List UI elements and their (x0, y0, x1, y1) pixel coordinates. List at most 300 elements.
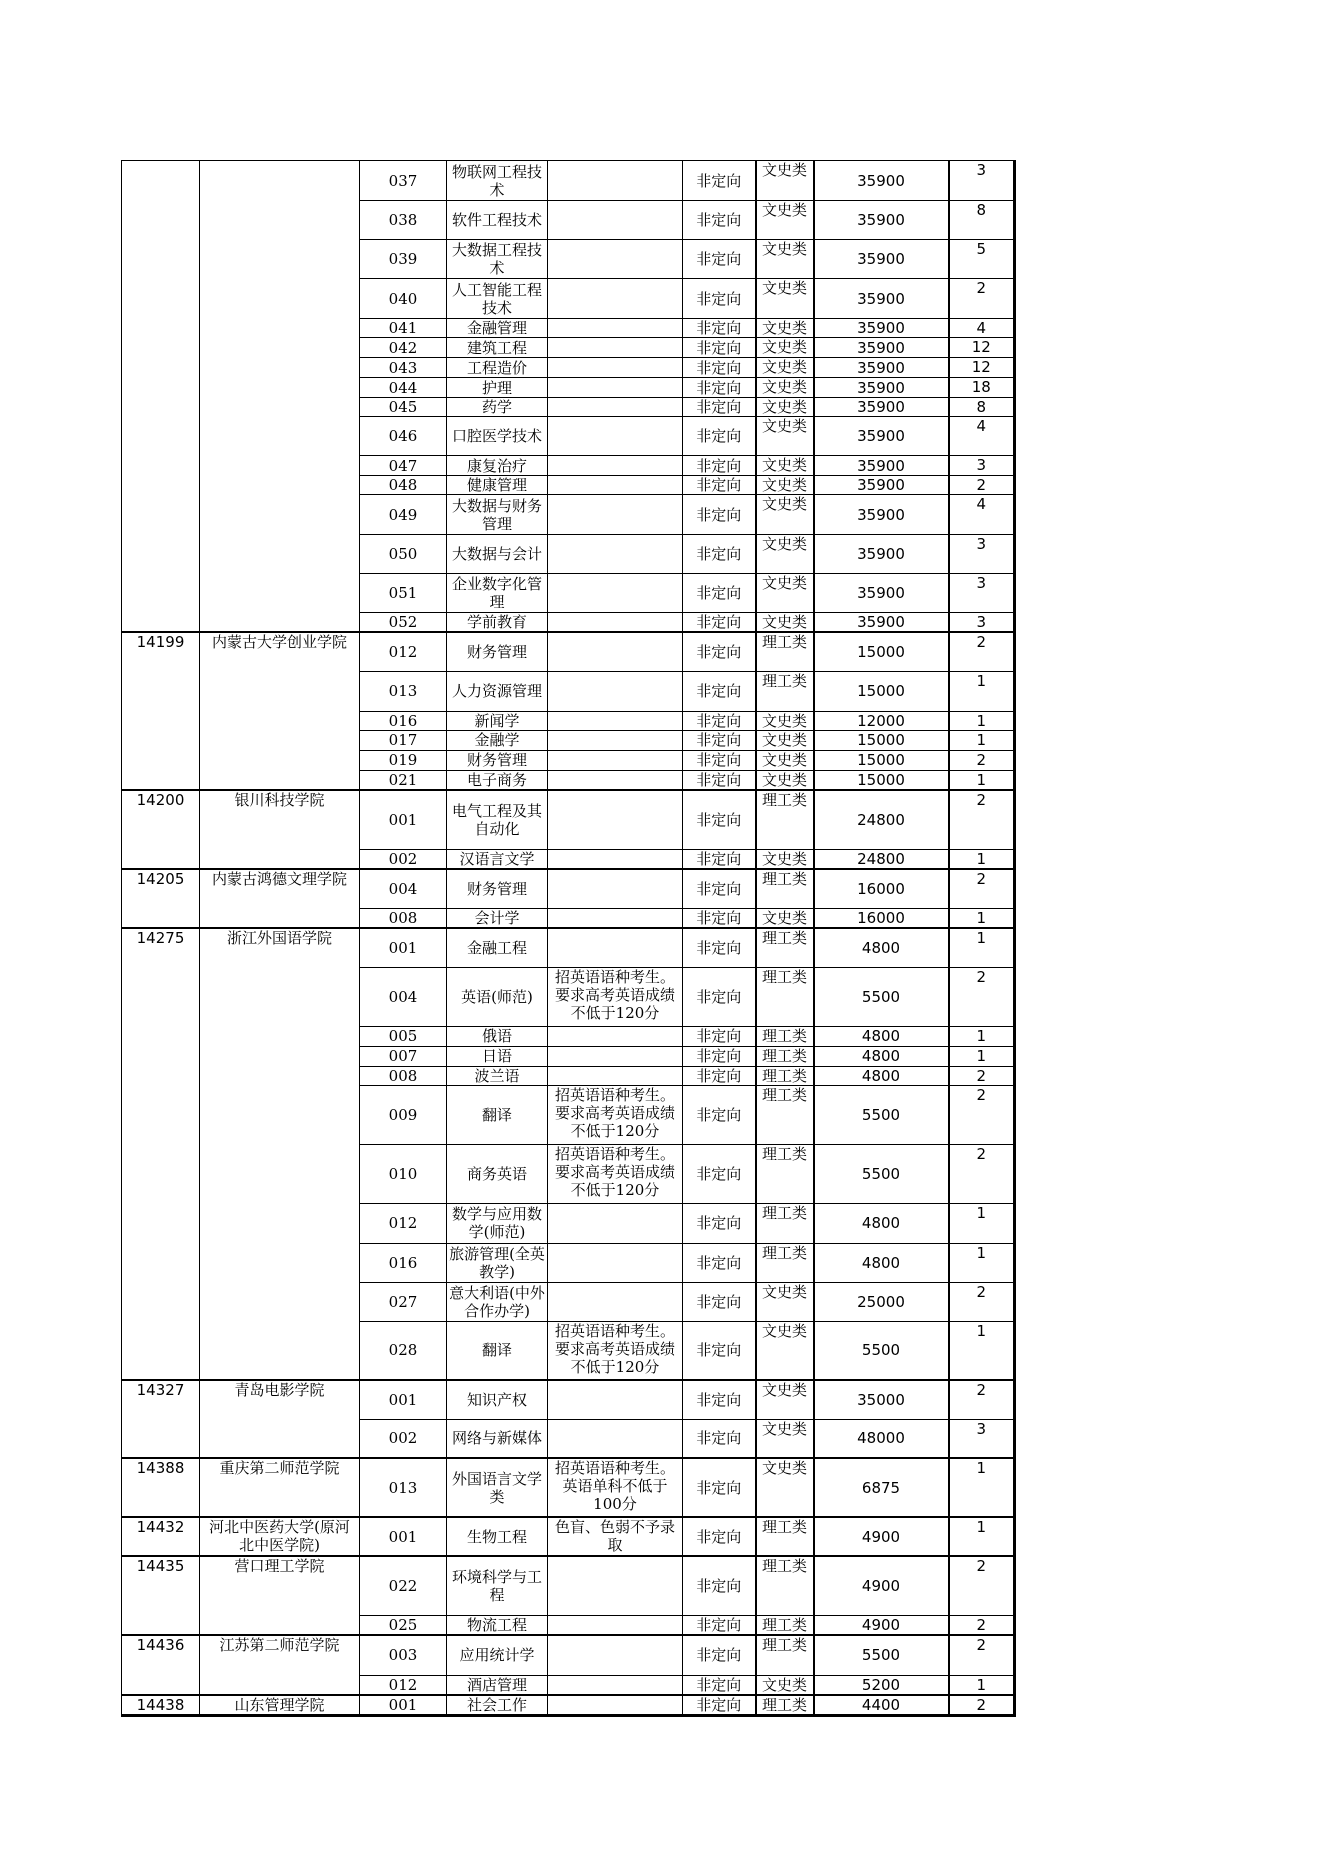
major-code-cell: 002 (360, 849, 447, 869)
direction-cell: 非定向 (683, 730, 756, 750)
remark-cell (548, 711, 683, 730)
major-code-cell: 052 (360, 613, 447, 633)
tuition-cell: 48000 (814, 1419, 949, 1458)
tuition-cell: 35900 (814, 495, 949, 535)
remark-cell (548, 730, 683, 750)
school-code-cell: 14438 (122, 1695, 200, 1716)
major-code-cell: 012 (360, 1203, 447, 1243)
category-cell: 理工类 (756, 1085, 814, 1144)
school-code-cell: 14436 (122, 1635, 200, 1695)
tuition-cell: 35900 (814, 398, 949, 417)
major-code-cell: 001 (360, 790, 447, 849)
category-cell: 文史类 (756, 398, 814, 417)
table-row (122, 1635, 1015, 1675)
major-code-cell: 038 (360, 201, 447, 240)
tuition-cell: 5500 (814, 1144, 949, 1203)
school-name-cell: 山东管理学院 (200, 1695, 360, 1716)
major-code-cell: 009 (360, 1085, 447, 1144)
tuition-cell: 15000 (814, 671, 949, 711)
tuition-cell: 35900 (814, 613, 949, 633)
category-cell: 文史类 (756, 613, 814, 633)
major-code-cell: 017 (360, 730, 447, 750)
major-name-cell: 金融工程 (447, 928, 548, 967)
major-name-cell: 康复治疗 (447, 456, 548, 476)
major-name-cell: 工程造价 (447, 358, 548, 378)
major-name-cell: 学前教育 (447, 613, 548, 633)
remark-cell (548, 1380, 683, 1419)
major-name-cell: 护理 (447, 378, 548, 398)
category-cell: 文史类 (756, 849, 814, 869)
remark-cell (548, 1046, 683, 1066)
quota-cell: 1 (949, 770, 1015, 790)
direction-cell: 非定向 (683, 1046, 756, 1066)
tuition-cell: 35900 (814, 338, 949, 358)
category-cell: 文史类 (756, 908, 814, 928)
remark-cell (548, 201, 683, 240)
category-cell: 文史类 (756, 1282, 814, 1321)
tuition-cell: 35900 (814, 240, 949, 279)
major-code-cell: 005 (360, 1026, 447, 1046)
quota-cell: 2 (949, 750, 1015, 770)
category-cell: 理工类 (756, 967, 814, 1026)
direction-cell: 非定向 (683, 495, 756, 535)
direction-cell: 非定向 (683, 711, 756, 730)
major-name-cell: 金融学 (447, 730, 548, 750)
remark-cell (548, 1066, 683, 1085)
tuition-cell: 15000 (814, 750, 949, 770)
major-code-cell: 046 (360, 417, 447, 456)
major-code-cell: 013 (360, 1458, 447, 1517)
quota-cell: 3 (949, 161, 1015, 201)
direction-cell: 非定向 (683, 476, 756, 495)
remark-cell (548, 1675, 683, 1695)
tuition-cell: 4400 (814, 1695, 949, 1716)
school-code-cell (122, 161, 200, 633)
tuition-cell: 4800 (814, 1026, 949, 1046)
remark-cell (548, 849, 683, 869)
major-name-cell: 大数据工程技术 (447, 240, 548, 279)
quota-cell: 18 (949, 378, 1015, 398)
direction-cell: 非定向 (683, 750, 756, 770)
quota-cell: 2 (949, 967, 1015, 1026)
quota-cell: 1 (949, 1458, 1015, 1517)
tuition-cell: 25000 (814, 1282, 949, 1321)
major-code-cell: 001 (360, 1695, 447, 1716)
quota-cell: 8 (949, 201, 1015, 240)
category-cell: 文史类 (756, 358, 814, 378)
direction-cell: 非定向 (683, 1203, 756, 1243)
major-name-cell: 新闻学 (447, 711, 548, 730)
quota-cell: 2 (949, 1695, 1015, 1716)
direction-cell: 非定向 (683, 1458, 756, 1517)
major-code-cell: 019 (360, 750, 447, 770)
tuition-cell: 35900 (814, 161, 949, 201)
quota-cell: 2 (949, 1144, 1015, 1203)
tuition-cell: 24800 (814, 790, 949, 849)
school-name-cell: 河北中医药大学(原河北中医学院) (200, 1517, 360, 1556)
remark-cell (548, 928, 683, 967)
category-cell: 理工类 (756, 869, 814, 908)
direction-cell: 非定向 (683, 1615, 756, 1635)
major-name-cell: 物联网工程技术 (447, 161, 548, 201)
major-code-cell: 004 (360, 967, 447, 1026)
category-cell: 理工类 (756, 1203, 814, 1243)
quota-cell: 1 (949, 1517, 1015, 1556)
school-name-cell: 内蒙古大学创业学院 (200, 632, 360, 790)
category-cell: 文史类 (756, 161, 814, 201)
tuition-cell: 15000 (814, 770, 949, 790)
direction-cell: 非定向 (683, 1635, 756, 1675)
quota-cell: 12 (949, 358, 1015, 378)
major-code-cell: 013 (360, 671, 447, 711)
category-cell: 文史类 (756, 730, 814, 750)
table-row (122, 1517, 1015, 1556)
remark-cell (548, 279, 683, 319)
quota-cell: 1 (949, 1203, 1015, 1243)
major-name-cell: 药学 (447, 398, 548, 417)
remark-cell (548, 908, 683, 928)
remark-cell (548, 240, 683, 279)
major-name-cell: 财务管理 (447, 750, 548, 770)
major-code-cell: 039 (360, 240, 447, 279)
direction-cell: 非定向 (683, 319, 756, 338)
quota-cell: 2 (949, 790, 1015, 849)
quota-cell: 1 (949, 928, 1015, 967)
direction-cell: 非定向 (683, 417, 756, 456)
major-name-cell: 意大利语(中外合作办学) (447, 1282, 548, 1321)
table-row (122, 632, 1015, 671)
tuition-cell: 12000 (814, 711, 949, 730)
category-cell: 文史类 (756, 1458, 814, 1517)
direction-cell: 非定向 (683, 613, 756, 633)
category-cell: 文史类 (756, 1321, 814, 1380)
remark-cell (548, 1695, 683, 1716)
remark-cell (548, 495, 683, 535)
quota-cell: 1 (949, 1046, 1015, 1066)
quota-cell: 12 (949, 338, 1015, 358)
direction-cell: 非定向 (683, 240, 756, 279)
quota-cell: 3 (949, 574, 1015, 613)
major-name-cell: 波兰语 (447, 1066, 548, 1085)
direction-cell: 非定向 (683, 928, 756, 967)
direction-cell: 非定向 (683, 358, 756, 378)
major-code-cell: 028 (360, 1321, 447, 1380)
school-code-cell: 14435 (122, 1556, 200, 1635)
school-name-cell: 江苏第二师范学院 (200, 1635, 360, 1695)
major-code-cell: 008 (360, 908, 447, 928)
major-name-cell: 生物工程 (447, 1517, 548, 1556)
direction-cell: 非定向 (683, 535, 756, 574)
major-code-cell: 016 (360, 711, 447, 730)
category-cell: 理工类 (756, 1026, 814, 1046)
major-code-cell: 021 (360, 770, 447, 790)
category-cell: 理工类 (756, 928, 814, 967)
remark-cell (548, 535, 683, 574)
major-name-cell: 环境科学与工程 (447, 1556, 548, 1615)
remark-cell (548, 671, 683, 711)
category-cell: 文史类 (756, 750, 814, 770)
major-name-cell: 财务管理 (447, 869, 548, 908)
direction-cell: 非定向 (683, 1282, 756, 1321)
tuition-cell: 4900 (814, 1615, 949, 1635)
remark-cell (548, 1203, 683, 1243)
school-name-cell: 内蒙古鸿德文理学院 (200, 869, 360, 928)
major-code-cell: 027 (360, 1282, 447, 1321)
school-name-cell: 营口理工学院 (200, 1556, 360, 1635)
quota-cell: 1 (949, 1243, 1015, 1282)
quota-cell: 2 (949, 632, 1015, 671)
major-name-cell: 电气工程及其自动化 (447, 790, 548, 849)
major-code-cell: 002 (360, 1419, 447, 1458)
category-cell: 理工类 (756, 1144, 814, 1203)
major-code-cell: 008 (360, 1066, 447, 1085)
major-name-cell: 口腔医学技术 (447, 417, 548, 456)
major-name-cell: 应用统计学 (447, 1635, 548, 1675)
remark-cell (548, 398, 683, 417)
major-name-cell: 俄语 (447, 1026, 548, 1046)
major-code-cell: 012 (360, 1675, 447, 1695)
remark-cell: 招英语语种考生。要求高考英语成绩不低于120分 (548, 967, 683, 1026)
category-cell: 理工类 (756, 1695, 814, 1716)
major-name-cell: 日语 (447, 1046, 548, 1066)
category-cell: 文史类 (756, 1419, 814, 1458)
remark-cell (548, 1635, 683, 1675)
category-cell: 文史类 (756, 338, 814, 358)
major-code-cell: 041 (360, 319, 447, 338)
tuition-cell: 5200 (814, 1675, 949, 1695)
major-code-cell: 043 (360, 358, 447, 378)
direction-cell: 非定向 (683, 1556, 756, 1615)
direction-cell: 非定向 (683, 201, 756, 240)
remark-cell (548, 1026, 683, 1046)
major-code-cell: 003 (360, 1635, 447, 1675)
quota-cell: 1 (949, 671, 1015, 711)
direction-cell: 非定向 (683, 1321, 756, 1380)
category-cell: 理工类 (756, 790, 814, 849)
major-name-cell: 旅游管理(全英教学) (447, 1243, 548, 1282)
school-name-cell: 浙江外国语学院 (200, 928, 360, 1380)
major-name-cell: 英语(师范) (447, 967, 548, 1026)
major-name-cell: 软件工程技术 (447, 201, 548, 240)
remark-cell (548, 790, 683, 849)
quota-cell: 8 (949, 398, 1015, 417)
remark-cell (548, 869, 683, 908)
tuition-cell: 4900 (814, 1517, 949, 1556)
quota-cell: 1 (949, 908, 1015, 928)
major-name-cell: 财务管理 (447, 632, 548, 671)
major-code-cell: 050 (360, 535, 447, 574)
school-code-cell: 14432 (122, 1517, 200, 1556)
quota-cell: 2 (949, 1282, 1015, 1321)
category-cell: 文史类 (756, 535, 814, 574)
remark-cell (548, 1556, 683, 1615)
remark-cell (548, 456, 683, 476)
direction-cell: 非定向 (683, 790, 756, 849)
major-name-cell: 网络与新媒体 (447, 1419, 548, 1458)
tuition-cell: 35900 (814, 279, 949, 319)
school-name-cell: 银川科技学院 (200, 790, 360, 869)
major-code-cell: 025 (360, 1615, 447, 1635)
major-code-cell: 044 (360, 378, 447, 398)
category-cell: 文史类 (756, 770, 814, 790)
direction-cell: 非定向 (683, 869, 756, 908)
tuition-cell: 35900 (814, 417, 949, 456)
major-code-cell: 007 (360, 1046, 447, 1066)
remark-cell: 招英语语种考生。要求高考英语成绩不低于120分 (548, 1085, 683, 1144)
major-code-cell: 040 (360, 279, 447, 319)
quota-cell: 3 (949, 535, 1015, 574)
major-name-cell: 大数据与财务管理 (447, 495, 548, 535)
table-row (122, 1556, 1015, 1615)
tuition-cell: 4800 (814, 1066, 949, 1085)
quota-cell: 2 (949, 1066, 1015, 1085)
direction-cell: 非定向 (683, 1380, 756, 1419)
tuition-cell: 16000 (814, 869, 949, 908)
category-cell: 文史类 (756, 711, 814, 730)
quota-cell: 2 (949, 279, 1015, 319)
major-name-cell: 翻译 (447, 1085, 548, 1144)
quota-cell: 1 (949, 849, 1015, 869)
quota-cell: 2 (949, 1085, 1015, 1144)
remark-cell (548, 613, 683, 633)
direction-cell: 非定向 (683, 1066, 756, 1085)
major-code-cell: 047 (360, 456, 447, 476)
category-cell: 理工类 (756, 1243, 814, 1282)
quota-cell: 3 (949, 1419, 1015, 1458)
major-name-cell: 汉语言文学 (447, 849, 548, 869)
major-name-cell: 金融管理 (447, 319, 548, 338)
tuition-cell: 35900 (814, 378, 949, 398)
category-cell: 理工类 (756, 1046, 814, 1066)
table-row (122, 928, 1015, 967)
category-cell: 文史类 (756, 279, 814, 319)
direction-cell: 非定向 (683, 1517, 756, 1556)
remark-cell (548, 750, 683, 770)
direction-cell: 非定向 (683, 574, 756, 613)
remark-cell (548, 338, 683, 358)
school-name-cell: 青岛电影学院 (200, 1380, 360, 1458)
tuition-cell: 16000 (814, 908, 949, 928)
quota-cell: 1 (949, 711, 1015, 730)
remark-cell (548, 161, 683, 201)
remark-cell (548, 476, 683, 495)
tuition-cell: 4800 (814, 1203, 949, 1243)
major-name-cell: 健康管理 (447, 476, 548, 495)
admission-plan-table (121, 160, 1016, 1717)
direction-cell: 非定向 (683, 398, 756, 417)
tuition-cell: 5500 (814, 1085, 949, 1144)
direction-cell: 非定向 (683, 1243, 756, 1282)
remark-cell (548, 1615, 683, 1635)
category-cell: 理工类 (756, 1066, 814, 1085)
remark-cell (548, 770, 683, 790)
quota-cell: 3 (949, 456, 1015, 476)
quota-cell: 2 (949, 1635, 1015, 1675)
major-name-cell: 会计学 (447, 908, 548, 928)
quota-cell: 4 (949, 319, 1015, 338)
direction-cell: 非定向 (683, 279, 756, 319)
quota-cell: 2 (949, 869, 1015, 908)
remark-cell (548, 574, 683, 613)
direction-cell: 非定向 (683, 632, 756, 671)
remark-cell (548, 1282, 683, 1321)
quota-cell: 2 (949, 1556, 1015, 1615)
major-code-cell: 051 (360, 574, 447, 613)
remark-cell (548, 319, 683, 338)
category-cell: 文史类 (756, 456, 814, 476)
major-code-cell: 022 (360, 1556, 447, 1615)
category-cell: 文史类 (756, 495, 814, 535)
direction-cell: 非定向 (683, 1144, 756, 1203)
category-cell: 文史类 (756, 574, 814, 613)
school-name-cell (200, 161, 360, 633)
quota-cell: 3 (949, 613, 1015, 633)
tuition-cell: 35900 (814, 476, 949, 495)
school-name-cell: 重庆第二师范学院 (200, 1458, 360, 1517)
table-row (122, 1458, 1015, 1517)
tuition-cell: 4800 (814, 1046, 949, 1066)
tuition-cell: 4800 (814, 928, 949, 967)
remark-cell (548, 358, 683, 378)
major-code-cell: 049 (360, 495, 447, 535)
tuition-cell: 35900 (814, 201, 949, 240)
tuition-cell: 4900 (814, 1556, 949, 1615)
direction-cell: 非定向 (683, 1695, 756, 1716)
major-code-cell: 001 (360, 1380, 447, 1419)
direction-cell: 非定向 (683, 161, 756, 201)
major-name-cell: 外国语言文学类 (447, 1458, 548, 1517)
quota-cell: 1 (949, 1675, 1015, 1695)
school-code-cell: 14275 (122, 928, 200, 1380)
major-name-cell: 人工智能工程技术 (447, 279, 548, 319)
category-cell: 文史类 (756, 319, 814, 338)
remark-cell: 招英语语种考生。要求高考英语成绩不低于120分 (548, 1321, 683, 1380)
quota-cell: 4 (949, 495, 1015, 535)
major-code-cell: 010 (360, 1144, 447, 1203)
direction-cell: 非定向 (683, 849, 756, 869)
school-code-cell: 14388 (122, 1458, 200, 1517)
remark-cell (548, 632, 683, 671)
category-cell: 文史类 (756, 240, 814, 279)
category-cell: 文史类 (756, 378, 814, 398)
major-code-cell: 042 (360, 338, 447, 358)
quota-cell: 1 (949, 730, 1015, 750)
tuition-cell: 5500 (814, 1321, 949, 1380)
major-name-cell: 大数据与会计 (447, 535, 548, 574)
tuition-cell: 15000 (814, 730, 949, 750)
table-row (122, 790, 1015, 849)
school-code-cell: 14199 (122, 632, 200, 790)
school-code-cell: 14205 (122, 869, 200, 928)
tuition-cell: 35900 (814, 319, 949, 338)
major-code-cell: 048 (360, 476, 447, 495)
table-row (122, 161, 1015, 201)
direction-cell: 非定向 (683, 908, 756, 928)
major-name-cell: 商务英语 (447, 1144, 548, 1203)
tuition-cell: 6875 (814, 1458, 949, 1517)
category-cell: 理工类 (756, 671, 814, 711)
direction-cell: 非定向 (683, 1419, 756, 1458)
remark-cell (548, 378, 683, 398)
category-cell: 理工类 (756, 1635, 814, 1675)
direction-cell: 非定向 (683, 1675, 756, 1695)
table-row (122, 1380, 1015, 1419)
category-cell: 文史类 (756, 476, 814, 495)
school-code-cell: 14200 (122, 790, 200, 869)
major-code-cell: 016 (360, 1243, 447, 1282)
remark-cell (548, 1243, 683, 1282)
major-code-cell: 045 (360, 398, 447, 417)
